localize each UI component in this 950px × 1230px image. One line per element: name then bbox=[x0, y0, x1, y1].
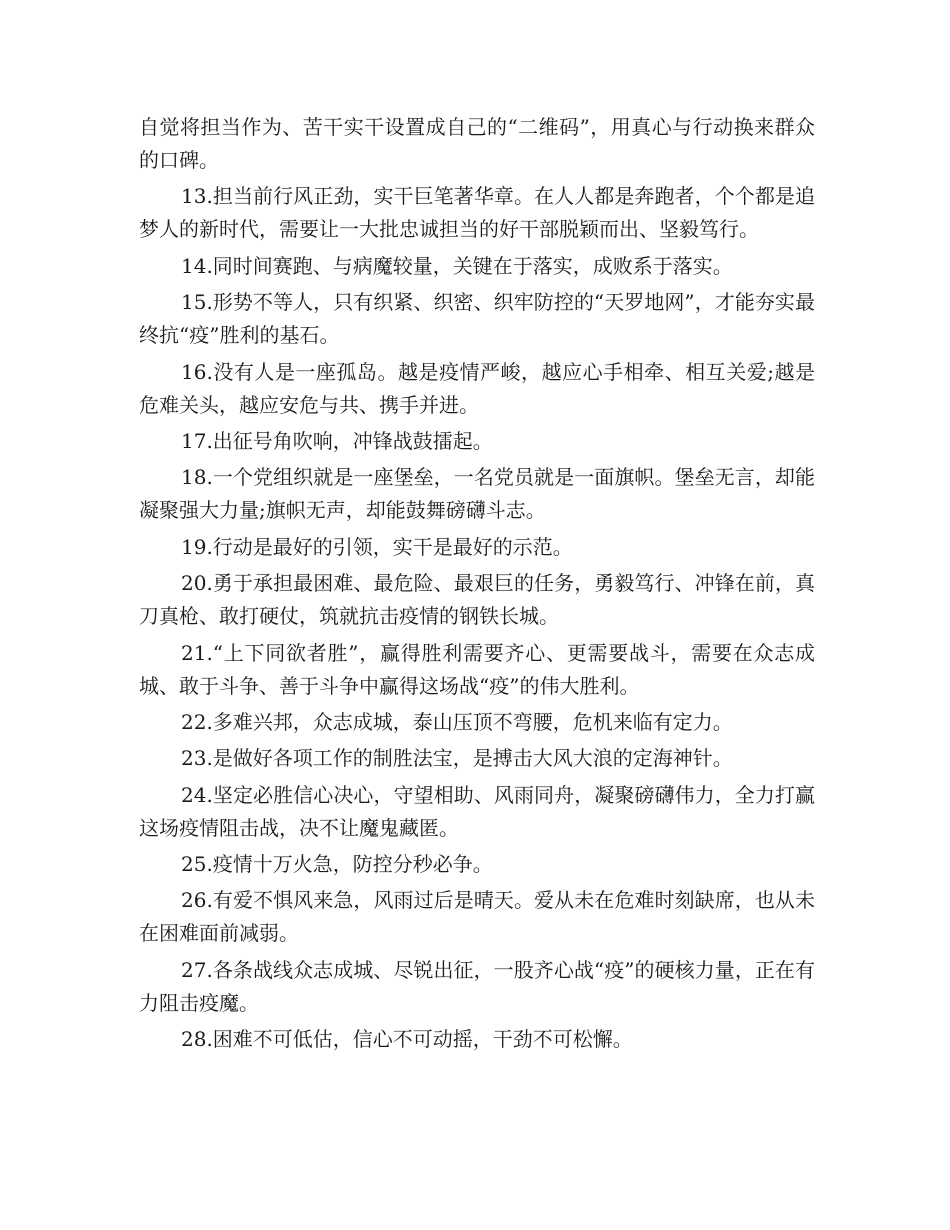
paragraph-24: 24.坚定必胜信心决心，守望相助、风雨同舟，凝聚磅礴伟力，全力打赢这场疫情阻击战，决不让魔鬼藏匿。 bbox=[139, 782, 815, 840]
paragraph-14: 14.同时间赛跑、与病魔较量，关键在于落实，成败系于落实。 bbox=[181, 253, 733, 278]
paragraph-23: 23.是做好各项工作的制胜法宝，是搏击大风大浪的定海神针。 bbox=[181, 746, 733, 771]
paragraph-22: 22.多难兴邦，众志成城，泰山压顶不弯腰，危机来临有定力。 bbox=[181, 709, 733, 734]
paragraph-13: 13.担当前行风正劲，实干巨笔著华章。在人人都是奔跑者，个个都是追梦人的新时代，需要让一大批忠诚担当的好干部脱颖而出、坚毅笃行。 bbox=[139, 184, 815, 242]
paragraph-18: 18.一个党组织就是一座堡垒，一名党员就是一面旗帜。堡垒无言，却能凝聚强大力量;旗帜无声，却能鼓舞磅礴斗志。 bbox=[139, 465, 815, 523]
paragraph-continuation: 自觉将担当作为、苦干实干设置成自己的“二维码”，用真心与行动换来群众的口碑。 bbox=[139, 115, 815, 172]
paragraph-28: 28.困难不可低估，信心不可动摇，干劲不可松懈。 bbox=[181, 1027, 633, 1052]
paragraph-27: 27.各条战线众志成城、尽锐出征，一股齐心战“疫”的硬核力量，正在有力阻击疫魔。 bbox=[139, 957, 815, 1015]
paragraph-15: 15.形势不等人，只有织紧、织密、织牢防控的“天罗地网”，才能夯实最终抗“疫”胜利的基石。 bbox=[139, 290, 815, 348]
paragraph-21: 21.“上下同欲者胜”，赢得胜利需要齐心、更需要战斗，需要在众志成城、敢于斗争、善于斗争中赢得这场战“疫”的伟大胜利。 bbox=[139, 640, 815, 698]
paragraph-20: 20.勇于承担最困难、最危险、最艰巨的任务，勇毅笃行、冲锋在前，真刀真枪、敢打硬仗，筑就抗击疫情的钢铁长城。 bbox=[139, 571, 815, 629]
paragraph-26: 26.有爱不惧风来急，风雨过后是晴天。爱从未在危难时刻缺席，也从未在困难面前减弱。 bbox=[139, 888, 815, 946]
paragraph-25: 25.疫情十万火急，防控分秒必争。 bbox=[181, 852, 493, 877]
paragraph-16: 16.没有人是一座孤岛。越是疫情严峻，越应心手相牵、相互关爱;越是危难关头，越应安危与共、携手并进。 bbox=[139, 359, 815, 417]
paragraph-19: 19.行动是最好的引领，实干是最好的示范。 bbox=[181, 534, 573, 559]
document-body bbox=[139, 111, 815, 1060]
paragraph-17: 17.出征号角吹响，冲锋战鼓擂起。 bbox=[181, 428, 493, 453]
